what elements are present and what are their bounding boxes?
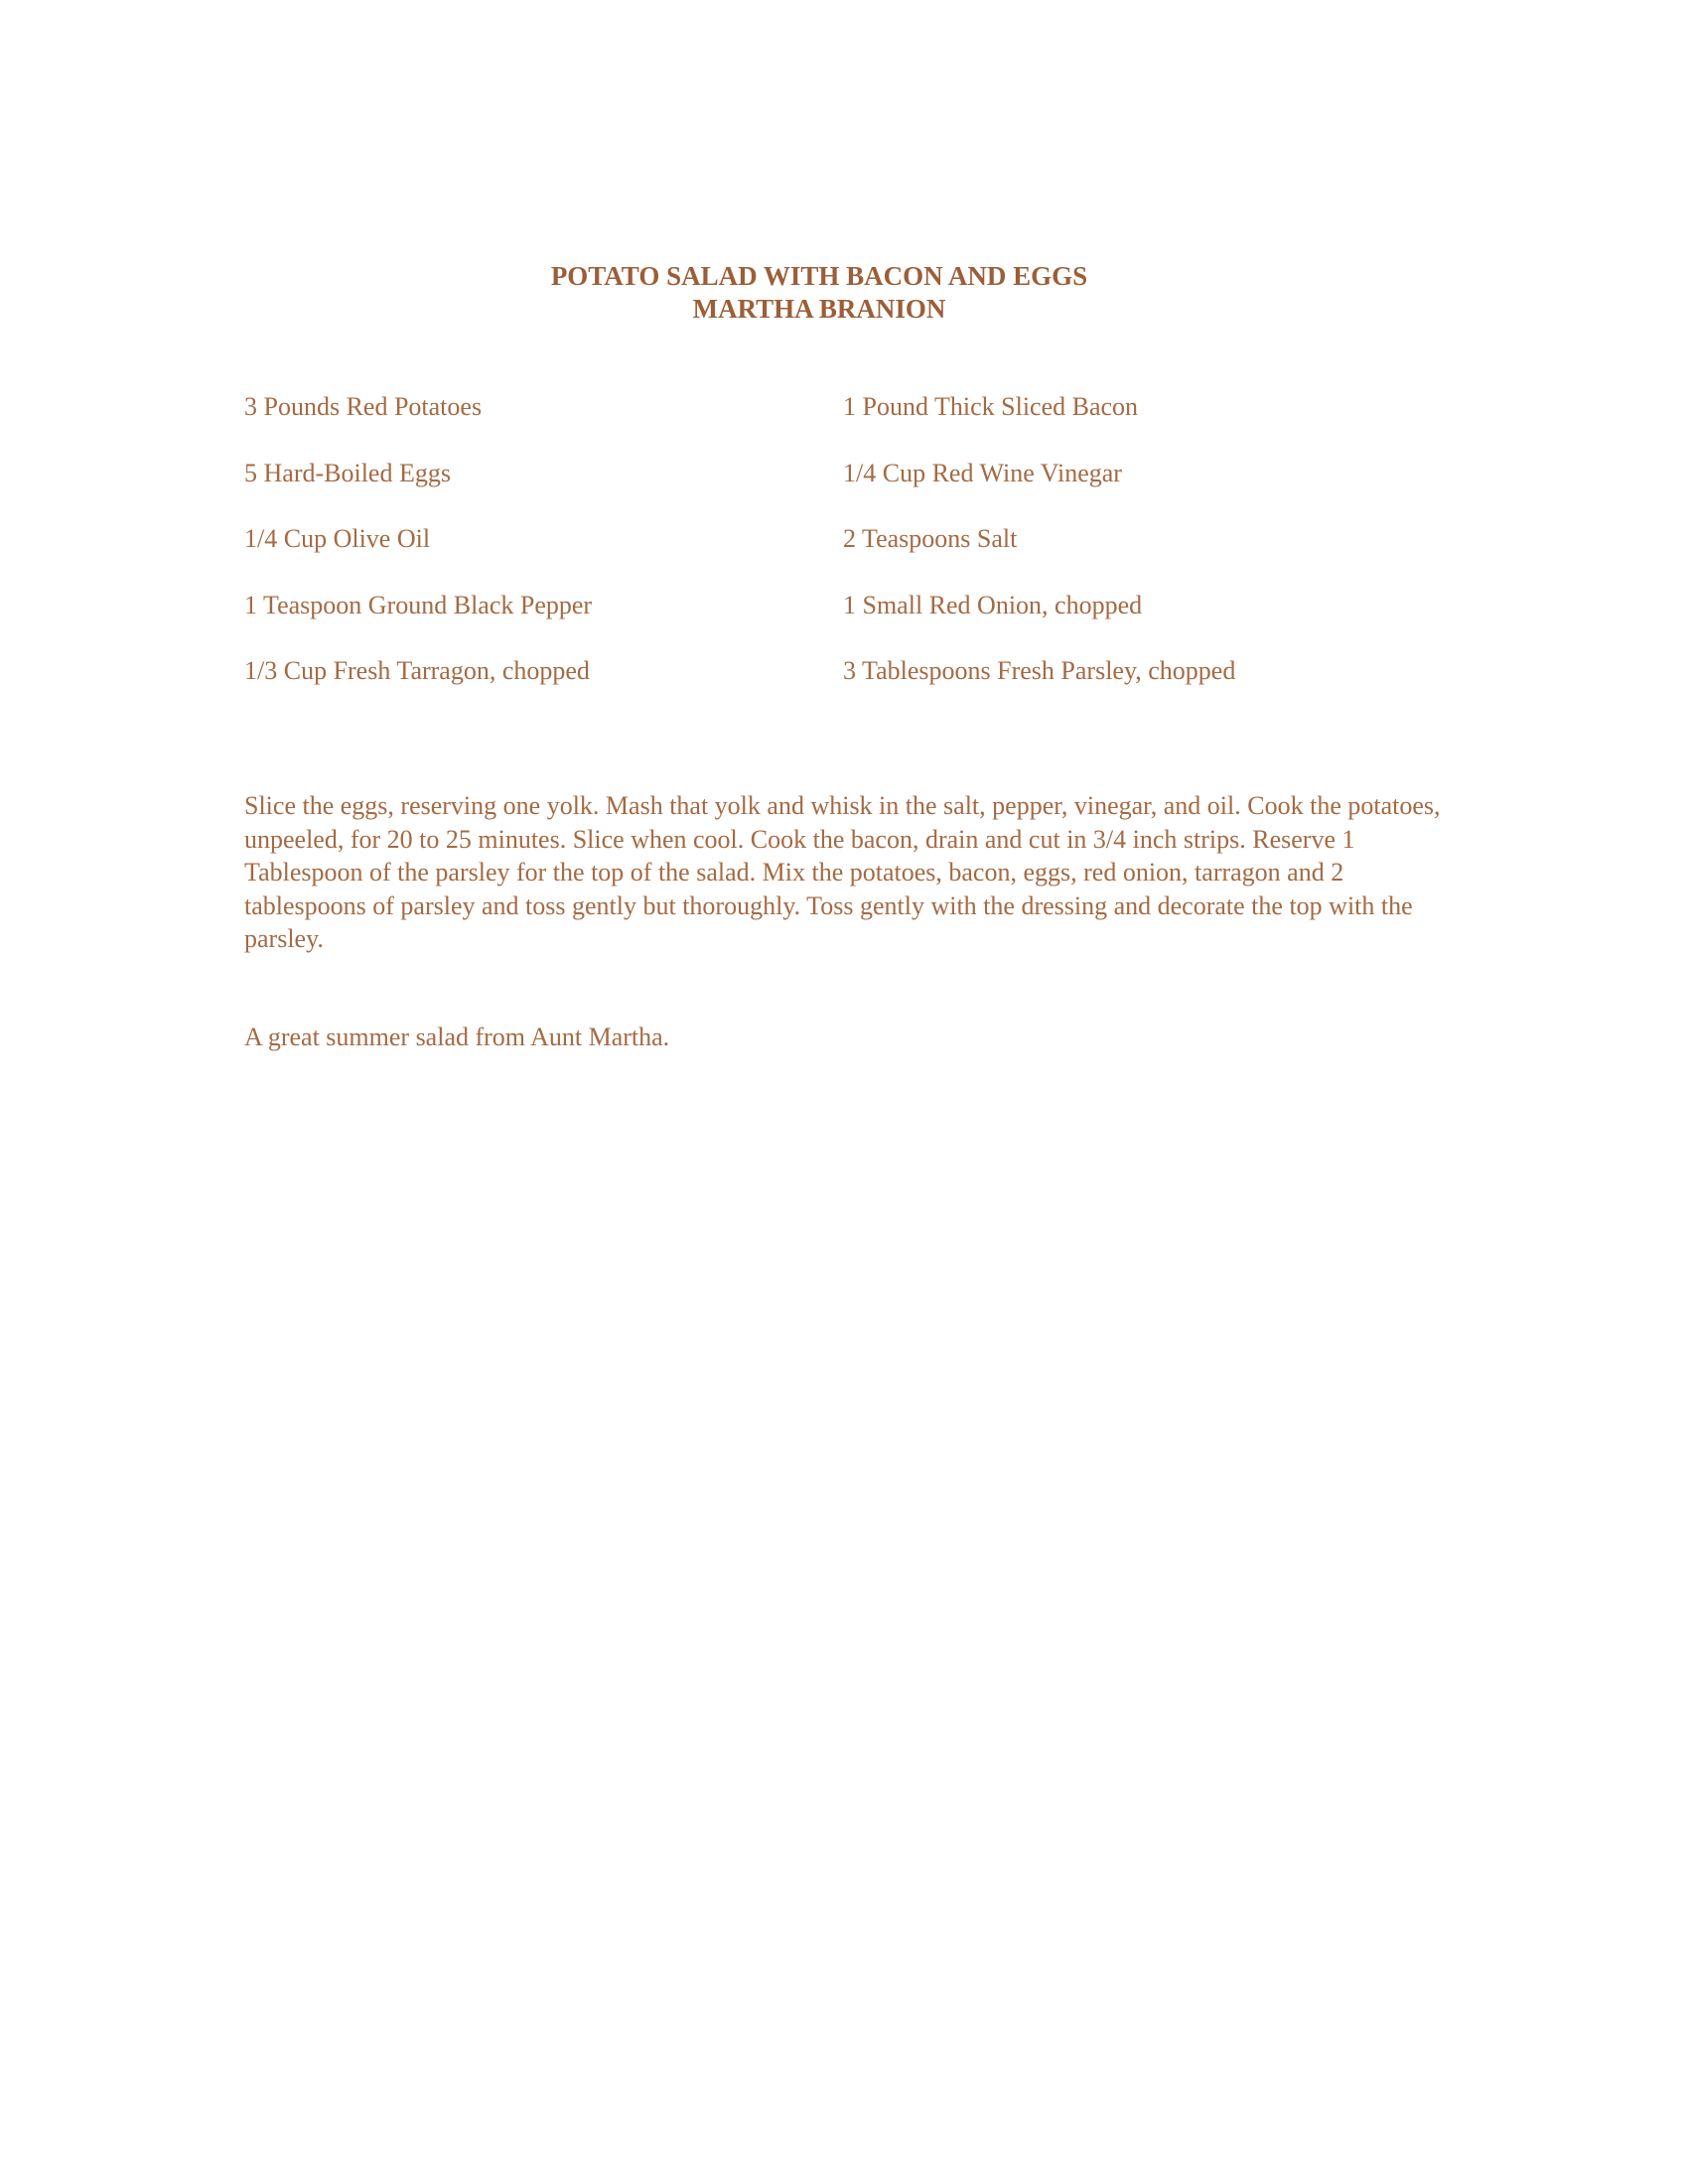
recipe-title: POTATO SALAD WITH BACON AND EGGS — [550, 261, 1088, 291]
ingredient-item: 2 Teaspoons Salt — [843, 524, 1018, 553]
ingredients-list — [244, 390, 1436, 721]
ingredient-item: 1 Small Red Onion, chopped — [843, 590, 1143, 619]
ingredient-item: 3 Pounds Red Potatoes — [244, 392, 483, 421]
ingredient-item: 1/4 Cup Red Wine Vinegar — [843, 458, 1122, 487]
recipe-header — [0, 260, 1638, 326]
ingredient-row — [244, 589, 1436, 655]
ingredient-row — [244, 654, 1436, 721]
ingredient-item: 5 Hard-Boiled Eggs — [244, 458, 451, 487]
recipe-note: A great summer salad from Aunt Martha. — [244, 1023, 670, 1051]
ingredient-row — [244, 390, 1436, 457]
ingredient-item: 1/3 Cup Fresh Tarragon, chopped — [244, 656, 590, 685]
ingredient-item: 1 Pound Thick Sliced Bacon — [843, 392, 1139, 421]
ingredient-row — [244, 522, 1436, 589]
ingredient-row — [244, 457, 1436, 523]
ingredient-item: 3 Tablespoons Fresh Parsley, chopped — [843, 656, 1236, 685]
ingredient-item: 1 Teaspoon Ground Black Pepper — [244, 590, 593, 619]
recipe-instructions: Slice the eggs, reserving one yolk. Mash that yolk and whisk in the salt, pepper, vinegar, and oil. Cook the potatoes, unpeeled, for 20 to 25 minutes. Slice when cool. Cook the bacon, drain and cut in 3/4 inch strips. Reserve 1 Tablespoon of the parsley for the top of the salad. Mix the potatoes, bacon, eggs, red onion, tarragon and 2 tablespoons of parsley and toss gently but thoroughly. Toss gently with the dressing and decorate the top with the parsley. — [244, 791, 1441, 953]
recipe-author: MARTHA BRANION — [692, 294, 946, 324]
ingredient-item: 1/4 Cup Olive Oil — [244, 524, 431, 553]
